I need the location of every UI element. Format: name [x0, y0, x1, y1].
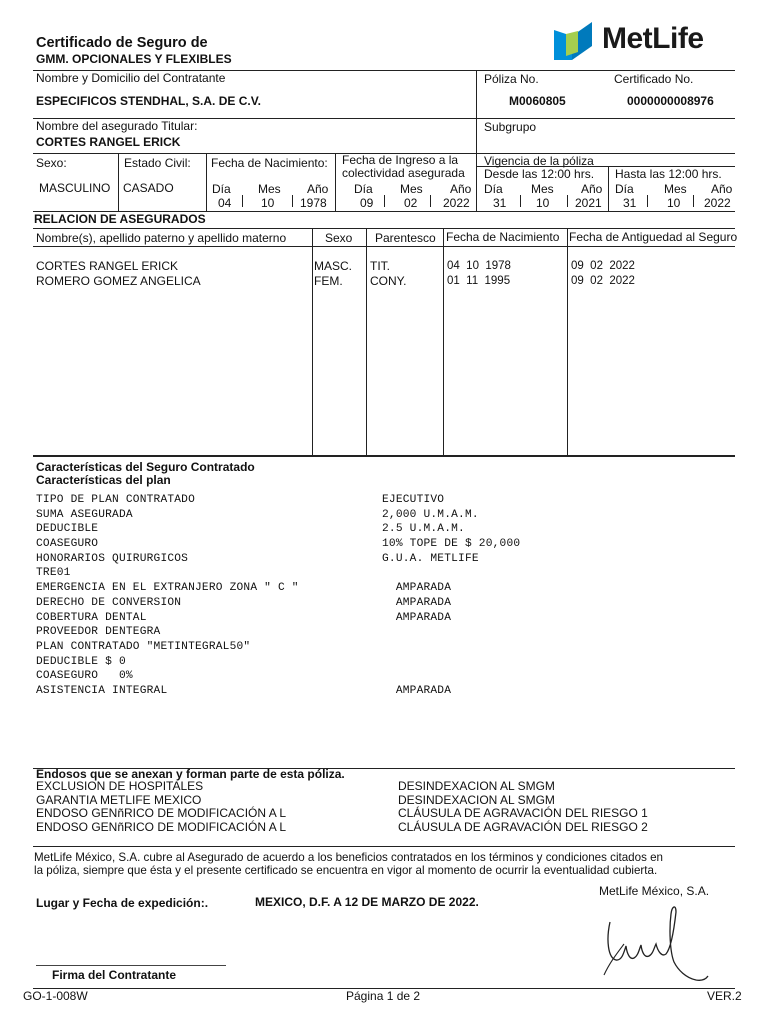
row-parentesco: TIT.	[370, 259, 390, 273]
list-item	[36, 522, 736, 537]
nacimiento-anio: 1978	[300, 196, 327, 210]
plan-item-value: G.U.A. METLIFE	[382, 552, 479, 565]
sexo-label: Sexo:	[36, 156, 67, 170]
list-item: CLÁUSULA DE AGRAVACIÓN DEL RIESGO 1	[398, 806, 648, 820]
list-item: GARANTIA METLIFE MEXICO	[36, 792, 202, 807]
plan-item-value: EJECUTIVO	[382, 494, 445, 506]
plan-item-value: AMPARADA	[382, 596, 452, 609]
plan-item-label: SUMA ASEGURADA	[36, 508, 133, 521]
caracteristicas-title: Características del Seguro Contratado	[36, 460, 255, 474]
col-nacimiento-header: Fecha de Nacimiento	[446, 230, 560, 244]
plan-item-label: DERECHO DE CONVERSION	[36, 596, 182, 609]
estado-civil-label: Estado Civil:	[124, 156, 191, 170]
list-item	[36, 537, 736, 552]
col-antiguedad-header: Fecha de Antiguedad al Seguro	[569, 230, 738, 244]
list-item: DESINDEXACION AL SMGM	[398, 792, 555, 807]
vigencia-label: Vigencia de la póliza	[484, 154, 594, 168]
hasta-mes: 10	[667, 196, 681, 210]
row-antiguedad: 09 02 2022	[571, 260, 635, 272]
vigencia-desde-label: Desde las 12:00 hrs.	[484, 167, 595, 181]
ingreso-label-2: colectividad asegurada	[342, 166, 465, 180]
metlife-logo	[552, 22, 732, 62]
certificado-value: 0000000008976	[627, 94, 714, 108]
plan-item-label: DEDUCIBLE $ 0	[36, 655, 126, 668]
sexo-value: MASCULINO	[39, 181, 111, 195]
vigencia-hasta-label: Hasta las 12:00 hrs.	[615, 167, 722, 181]
col-parentesco-header: Parentesco	[375, 231, 436, 245]
list-item	[36, 581, 736, 596]
firma-contratante-label: Firma del Contratante	[52, 968, 177, 982]
nacimiento-dia: 04	[218, 196, 232, 210]
plan-item-label: COASEGURO 0%	[36, 670, 133, 683]
contratante-label: Nombre y Domicilio del Contratante	[36, 71, 226, 85]
list-item	[36, 596, 736, 611]
asegurado-label: Nombre del asegurado Titular:	[36, 119, 198, 133]
footer-code: GO-1-008W	[23, 989, 88, 1003]
plan-item-label: EMERGENCIA EN EL EXTRANJERO ZONA " C "	[36, 582, 299, 595]
plan-list	[36, 493, 736, 699]
list-item	[36, 493, 736, 508]
list-item	[36, 552, 736, 567]
ingreso-mes-label: Mes	[400, 182, 423, 196]
row-nacimiento: 04 10 1978	[447, 260, 511, 272]
estado-civil-value: CASADO	[123, 181, 174, 195]
ingreso-anio: 2022	[443, 196, 470, 210]
plan-item-value: AMPARADA	[382, 684, 452, 697]
list-item: EXCLUSION DE HOSPITALES	[36, 779, 204, 793]
hasta-mes-label: Mes	[664, 182, 687, 196]
expedicion-label: Lugar y Fecha de expedición:.	[36, 896, 209, 910]
desde-mes-label: Mes	[531, 182, 554, 196]
legal-line-2: la póliza, siempre que ésta y el presente certificado se encuentra en vigor al momento de ocurrir la eventualidad cubierta.	[34, 863, 658, 877]
metlife-logo-icon	[552, 22, 596, 60]
document-subtitle: GMM. OPCIONALES Y FLEXIBLES	[36, 52, 232, 66]
certificado-label: Certificado No.	[614, 72, 694, 86]
plan-item-label: TRE01	[36, 567, 71, 580]
relacion-title: RELACION DE ASEGURADOS	[34, 212, 206, 226]
row-sexo: MASC.	[314, 259, 353, 273]
plan-item-label: ASISTENCIA INTEGRAL	[36, 684, 168, 697]
footer-version: VER.2	[707, 989, 742, 1003]
ingreso-label-1: Fecha de Ingreso a la	[342, 153, 459, 167]
legal-line-1: MetLife México, S.A. cubre al Asegurado de acuerdo a los beneficios contratados en los términos y condiciones citados en	[34, 851, 663, 864]
list-item	[36, 566, 736, 581]
row-parentesco: CONY.	[370, 274, 407, 288]
plan-item-label: TIPO DE PLAN CONTRATADO	[36, 494, 196, 506]
col-nombre-header: Nombre(s), apellido paterno y apellido materno	[36, 231, 287, 245]
legal-text	[34, 852, 736, 877]
plan-item-value: AMPARADA	[382, 582, 452, 595]
plan-item-value: 10% TOPE DE $ 20,000	[382, 538, 521, 551]
desde-mes: 10	[536, 196, 550, 210]
contratante-value: ESPECIFICOS STENDHAL, S.A. DE C.V.	[36, 94, 261, 108]
list-item: CLÁUSULA DE AGRAVACIÓN DEL RIESGO 2	[398, 819, 648, 834]
firma-company: MetLife México, S.A.	[599, 884, 710, 898]
list-item	[36, 640, 736, 655]
desde-anio: 2021	[575, 196, 602, 210]
hasta-dia-label: Día	[615, 182, 634, 196]
plan-item-label: DEDUCIBLE	[36, 523, 99, 536]
desde-anio-label: Año	[581, 182, 603, 196]
metlife-logo-text: MetLife	[602, 22, 704, 55]
endosos-left-list	[36, 780, 286, 834]
list-item: DESINDEXACION AL SMGM	[398, 779, 555, 793]
expedicion-value: MEXICO, D.F. A 12 DE MARZO DE 2022.	[255, 895, 479, 909]
list-item	[36, 611, 736, 626]
ingreso-label	[342, 154, 465, 180]
row-nombre: CORTES RANGEL ERICK	[36, 259, 179, 273]
list-item	[36, 669, 736, 684]
plan-item-label: PROVEEDOR DENTEGRA	[36, 626, 161, 639]
desde-dia-label: Día	[484, 182, 503, 196]
ingreso-mes: 02	[404, 196, 418, 210]
list-item: ENDOSO GENñRICO DE MODIFICACIÓN A L	[36, 819, 287, 834]
nacimiento-label: Fecha de Nacimiento:	[211, 156, 328, 170]
plan-item-label: PLAN CONTRATADO "METINTEGRAL50"	[36, 640, 251, 653]
subgrupo-label: Subgrupo	[484, 120, 537, 134]
col-sexo-header: Sexo	[325, 231, 353, 245]
ingreso-dia: 09	[360, 196, 374, 210]
list-item	[36, 684, 736, 699]
ingreso-dia-label: Día	[354, 182, 373, 196]
hasta-dia: 31	[623, 196, 637, 210]
row-sexo: FEM.	[314, 274, 343, 288]
hasta-anio: 2022	[704, 196, 731, 210]
plan-item-label: HONORARIOS QUIRURGICOS	[36, 552, 189, 565]
footer-page: Página 1 de 2	[346, 989, 421, 1003]
document-title: Certificado de Seguro de	[36, 35, 208, 51]
nacimiento-anio-label: Año	[307, 182, 329, 196]
plan-item-value: 2,000 U.M.A.M.	[382, 508, 479, 521]
ingreso-anio-label: Año	[450, 182, 472, 196]
caracteristicas-plan-title: Características del plan	[36, 473, 171, 487]
nacimiento-dia-label: Día	[212, 182, 231, 196]
nacimiento-mes-label: Mes	[258, 182, 281, 196]
asegurado-value: CORTES RANGEL ERICK	[36, 135, 181, 149]
plan-item-value: 2.5 U.M.A.M.	[382, 523, 465, 536]
poliza-value: M0060805	[509, 94, 566, 108]
plan-item-value: AMPARADA	[382, 611, 452, 624]
list-item	[36, 655, 736, 670]
signature-icon	[596, 900, 716, 990]
row-nombre: ROMERO GOMEZ ANGELICA	[36, 274, 201, 288]
row-antiguedad: 09 02 2022	[571, 275, 635, 287]
list-item	[36, 508, 736, 523]
endosos-title: Endosos que se anexan y forman parte de esta póliza.	[36, 767, 345, 781]
plan-item-label: COASEGURO	[36, 538, 99, 551]
poliza-label: Póliza No.	[484, 72, 539, 86]
list-item: ENDOSO GENñRICO DE MODIFICACIÓN A L	[36, 806, 287, 820]
endosos-right-list	[398, 780, 648, 834]
hasta-anio-label: Año	[711, 182, 733, 196]
nacimiento-mes: 10	[261, 196, 275, 210]
plan-item-label: COBERTURA DENTAL	[36, 611, 147, 624]
row-nacimiento: 01 11 1995	[447, 275, 511, 287]
desde-dia: 31	[493, 196, 507, 210]
list-item	[36, 625, 736, 640]
